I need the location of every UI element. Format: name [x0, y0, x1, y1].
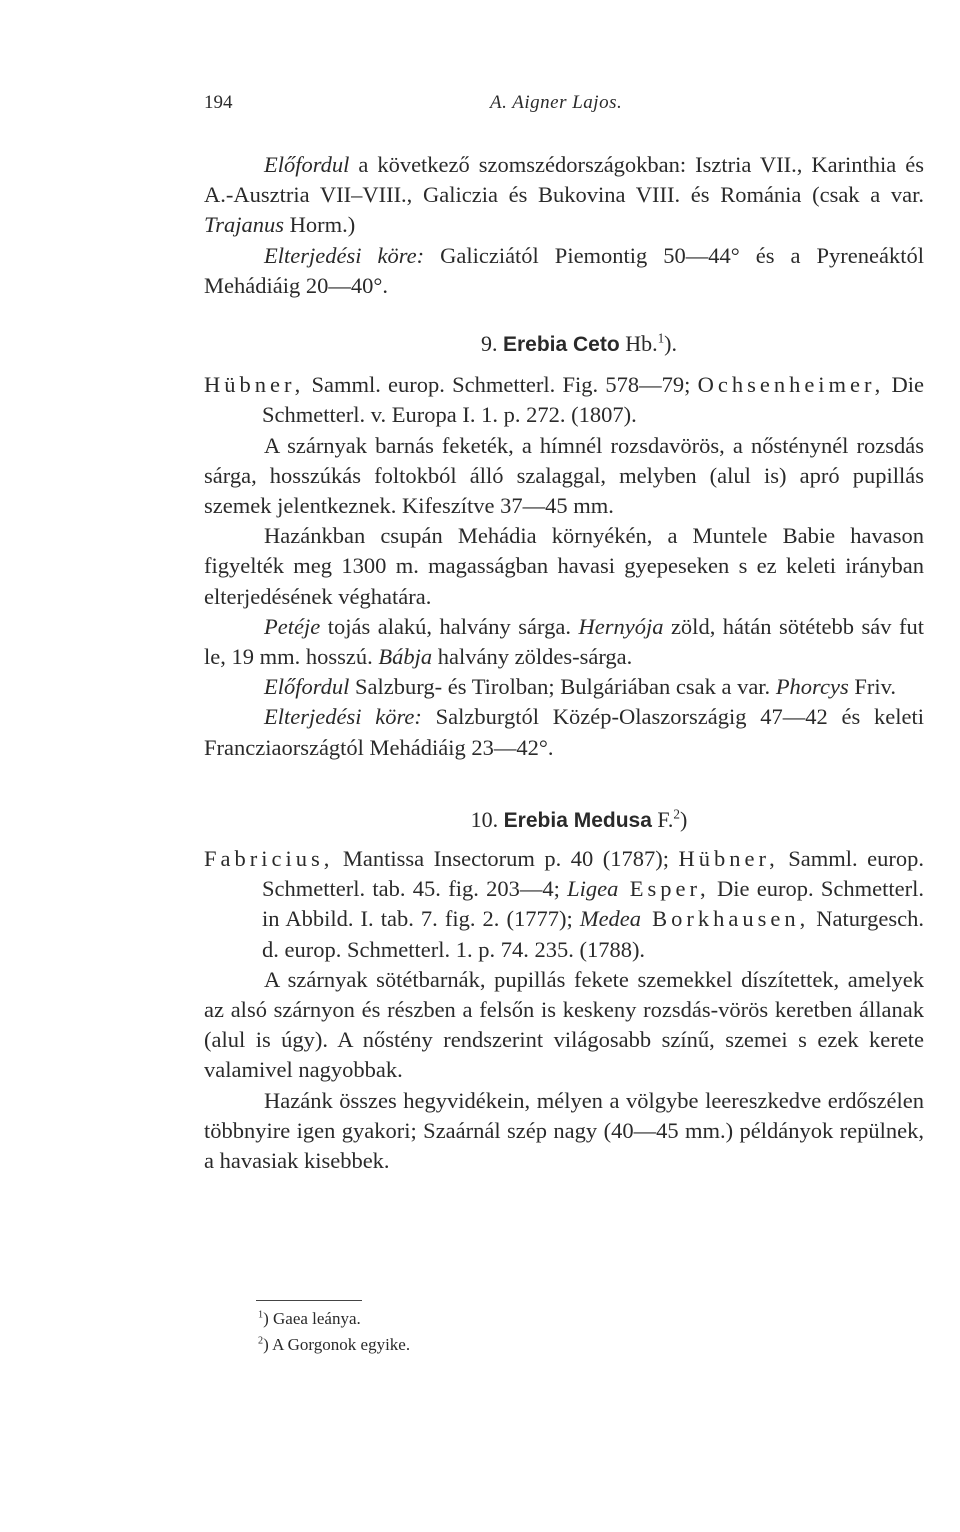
range-label: Elterjedési köre: [264, 704, 422, 730]
citation-text: Naturgesch. d. europ. Schmetterl. 1. p. 74. 235. (1788). [262, 906, 924, 962]
synonym-name: Ligea [567, 876, 619, 902]
citation-author: Borkhausen, [641, 906, 810, 932]
variety-author: Horm.) [284, 212, 356, 238]
footnote-text: ) Gaea leánya. [263, 1309, 361, 1328]
species-heading [204, 329, 924, 360]
synonym-name: Medea [579, 906, 642, 932]
footnote-rule [256, 1300, 362, 1301]
variety-author: Friv. [848, 674, 897, 700]
heading-closing: ). [664, 331, 677, 357]
occurrence-text: a következő szomszédországokban: Isztria VII., Karinthia és A.-Ausztria VII–VIII., Galiczia és Bukovina VIII. és Románia (csak a var. [204, 152, 924, 208]
habitat-paragraph: Hazánk összes hegyvidékein, mélyen a völgybe leereszkedve erdőszélen többnyire igen gyakori; Szaárnál szép nagy (40—45 mm.) példányok repülnek, a havasiak kisebbek. [204, 1087, 924, 1174]
larva-label: Hernyója [578, 613, 664, 639]
citation-author: Esper, [618, 876, 710, 902]
citation-text: Mantissa Insectorum p. 40 (1787); [333, 846, 679, 872]
citation-author: Fabricius, [204, 846, 334, 872]
citation-paragraph [204, 844, 924, 965]
citation-paragraph [204, 370, 924, 430]
citation-author: Hübner, [678, 846, 779, 872]
citation-text: Samml. europ. Schmetterl. Fig. 578—79; [304, 372, 698, 398]
page-number: 194 [204, 92, 233, 113]
footnote-ref: 1 [657, 330, 665, 346]
occurrence-text: Salzburg- és Tirolban; Bulgáriában csak a var. [349, 674, 776, 700]
species-name: Erebia Medusa [503, 808, 652, 832]
heading-closing: ) [679, 806, 688, 832]
habitat-paragraph: Hazánkban csupán Mehádia környékén, a Muntele Babie havason figyelték meg 1300 m. magasságban havasi gyepeseken s ez keleti irányban elterjedésének véghatára. [204, 523, 924, 609]
occurrence-label: Előfordul [264, 152, 350, 177]
species-heading [204, 805, 924, 836]
footnote [258, 1332, 410, 1358]
footnote [258, 1306, 410, 1332]
description-paragraph: A szárnyak sötétbarnák, pupillás fekete szemekkel díszítettek, amelyek az alsó szárnyon és részben a felsőn is keskeny rozsdás-vörös keretben állanak (alul is úgy). A nőstény rendszerint világosabb színű, szemei s ezek kerete valamivel nagyobbak. [204, 966, 924, 1083]
species-number: 10. [470, 806, 499, 832]
species-author: Hb. [625, 331, 658, 357]
occurrence-label: Előfordul [264, 674, 350, 700]
citation-text: Samml. europ. Schmetterl. tab. 45. fig. 203—4; [262, 846, 924, 902]
species-number: 9. [480, 331, 498, 357]
occurrence-paragraph [204, 150, 924, 241]
life-stages-paragraph [204, 612, 924, 672]
occurrence-paragraph [204, 672, 924, 702]
larva-text: zöld, hátán sötétebb sáv fut le, 19 mm. hosszú. [204, 613, 924, 670]
variety-name: Trajanus [204, 212, 285, 238]
footnote-mark: 2 [258, 1335, 264, 1347]
range-paragraph [204, 241, 924, 301]
pupa-text: halvány zöldes-sárga. [432, 644, 633, 670]
range-label: Elterjedési köre: [264, 242, 425, 268]
description-paragraph: A szárnyak barnás feketék, a hímnél rozsdavörös, a nősténynél rozsdás sárga, hosszúkás foltokból álló szalaggal, melyben (alul is) apró pupillás szemek jelentkeznek. Kifeszítve 37—45 mm. [204, 432, 924, 519]
range-text: Galicziától Piemontig 50—44° és a Pyreneáktól Mehádiáig 20—40°. [204, 242, 924, 298]
egg-text: tojás alakú, halvány sárga. [320, 613, 579, 639]
running-title: A. Aigner Lajos. [490, 92, 623, 113]
citation-author: Ochsenheimer, [697, 372, 885, 398]
species-name: Erebia Ceto [502, 333, 620, 357]
range-paragraph [204, 702, 924, 762]
footnote-mark: 1 [258, 1309, 264, 1321]
species-author: F. [657, 806, 674, 832]
pupa-label: Bábja [378, 644, 433, 670]
footnote-ref: 2 [673, 806, 680, 822]
citation-author: Hübner, [204, 372, 305, 398]
variety-name: Phorcys [775, 674, 849, 700]
footnotes [258, 1306, 410, 1358]
egg-label: Petéje [264, 613, 321, 639]
page-header [204, 92, 924, 118]
footnote-text: ) A Gorgonok egyike. [263, 1335, 411, 1354]
range-text: Salzburgtól Közép-Olaszországig 47—42 és keleti Francziaországtól Mehádiáig 23—42°. [204, 704, 924, 760]
citation-text: Die Schmetterl. v. Europa I. 1. p. 272. (1807). [262, 372, 924, 428]
citation-text: Die europ. Schmetterl. in Abbild. I. tab. 7. fig. 2. (1777); [262, 876, 924, 932]
page-body [204, 150, 924, 1176]
